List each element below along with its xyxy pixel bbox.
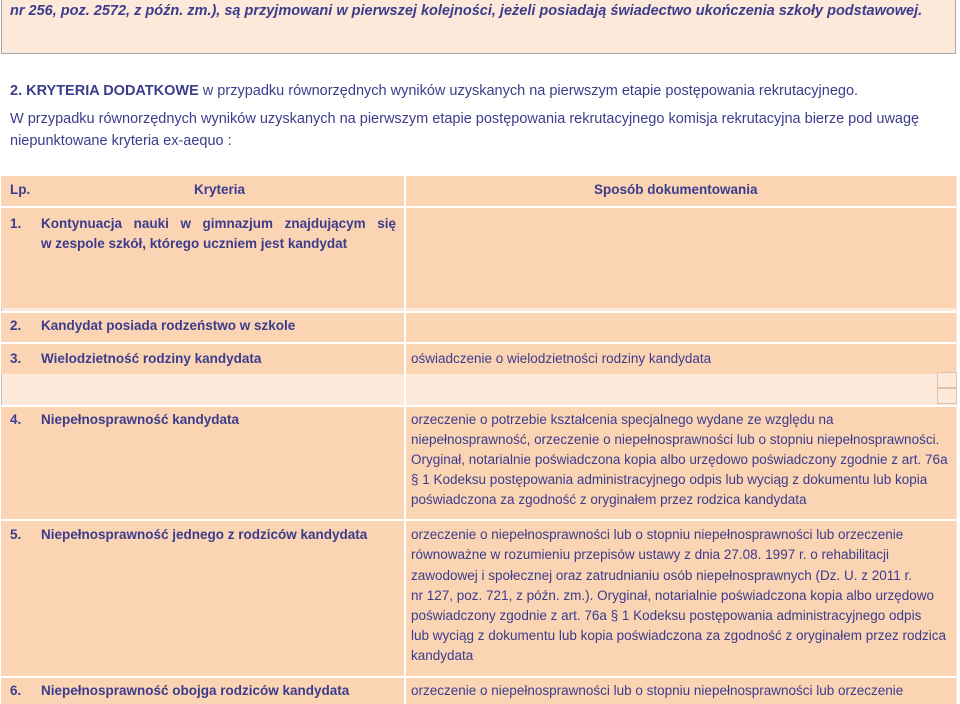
section-title-rest: w przypadku równorzędnych wyników uzyskanych na pierwszym etapie postępowania rekrutacyjnego. <box>198 83 859 99</box>
row-5-doc-line-2: równoważne w rozumieniu przepisów ustawy z dnia 27.08. 1997 r. o rehabilitacji <box>411 547 890 562</box>
row-5-criteria: Niepełnosprawność jednego z rodziców kandydata <box>41 527 368 542</box>
row-6-doc-line-1: orzeczenie o niepełnosprawności lub o stopniu niepełnosprawności lub orzeczenie <box>411 683 904 698</box>
row-5-doc-line-7: kandydata <box>411 648 474 663</box>
row-3-empty-cell-b <box>937 388 957 404</box>
row-1-criteria-line-1: Kontynuacja nauki w gimnazjum znajdującym się <box>41 216 396 231</box>
row-6-lp: 6. <box>10 683 22 698</box>
row-6-criteria: Niepełnosprawność obojga rodziców kandydata <box>41 683 350 698</box>
row-1-criteria-line-2: w zespole szkół, którego uczniem jest kandydat <box>41 236 348 251</box>
top-note: nr 256, poz. 2572, z późn. zm.), są przyjmowani w pierwszej kolejności, jeżeli posiadają świadectwo ukończenia szkoły podstawowej. <box>10 3 923 19</box>
row-5-doc-line-6: lub wyciąg z dokumentu lub kopia poświadczona za zgodność z oryginałem przez rodzica <box>411 628 947 643</box>
row-4-doc-line-5: poświadczona za zgodność z oryginałem przez rodzica kandydata <box>411 492 807 507</box>
row-divider <box>1 342 956 344</box>
row-3-empty-cell-a <box>937 372 957 388</box>
row-4-doc-line-4: § 1 Kodeksu postępowania administracyjnego odpis lub wyciąg z dokumentu lub kopia <box>411 472 928 487</box>
row-divider <box>1 206 956 208</box>
column-divider <box>404 176 406 704</box>
row-divider <box>1 519 956 521</box>
row-4-doc-line-3: Oryginał, notarialnie poświadczona kopia albo urzędowo poświadczony zgodnie z art. 76a <box>411 452 948 467</box>
row-4-doc-line-1: orzeczenie o potrzebie kształcenia specjalnego wydane ze względu na <box>411 412 834 427</box>
header-band <box>1 176 956 206</box>
row-2-criteria: Kandydat posiada rodzeństwo w szkole <box>41 318 296 333</box>
row-4-lp: 4. <box>10 412 22 427</box>
previous-criteria-box <box>1 0 956 54</box>
section-title-bold: 2. KRYTERIA DODATKOWE <box>10 83 199 99</box>
row-5-lp: 5. <box>10 527 22 542</box>
row-5-doc-line-3: zawodowej i społecznej oraz zatrudnianiu osób niepełnosprawnych (Dz. U. z 2011 r. <box>411 568 913 583</box>
row-divider <box>1 405 956 407</box>
row-3-lp: 3. <box>10 351 22 366</box>
row-divider <box>1 311 956 313</box>
header-documentation: Sposób dokumentowania <box>594 182 758 197</box>
row-4-criteria: Niepełnosprawność kandydata <box>41 412 240 427</box>
row-5-doc-line-1: orzeczenie o niepełnosprawności lub o stopniu niepełnosprawności lub orzeczenie <box>411 527 904 542</box>
row-1-lp: 1. <box>10 216 22 231</box>
header-lp: Lp. <box>10 182 31 197</box>
section-title <box>10 83 858 99</box>
row-3-documentation: oświadczenie o wielodzietności rodziny kandydata <box>411 351 712 366</box>
row-5-doc-line-4: nr 127, poz. 721, z późn. zm.). Oryginał, notarialnie poświadczona kopia albo urzędowo <box>411 588 935 603</box>
row-2-lp: 2. <box>10 318 22 333</box>
row-4-doc-line-2: niepełnosprawność, orzeczenie o niepełnosprawności lub o stopniu niepełnosprawności. <box>411 432 940 447</box>
row-5-doc-line-5: poświadczony zgodnie z art. 76a § 1 Kodeksu postępowania administracyjnego odpis <box>411 608 922 623</box>
header-criteria: Kryteria <box>194 182 246 197</box>
row-divider <box>1 676 956 678</box>
intro-paragraph: W przypadku równorzędnych wyników uzyskanych na pierwszym etapie postępowania rekrutacyjnego komisja rekrutacyjna bierze pod uwagę niepunktowane kryteria ex-aequo : <box>10 111 920 149</box>
row-3-criteria: Wielodzietność rodziny kandydata <box>41 351 262 366</box>
